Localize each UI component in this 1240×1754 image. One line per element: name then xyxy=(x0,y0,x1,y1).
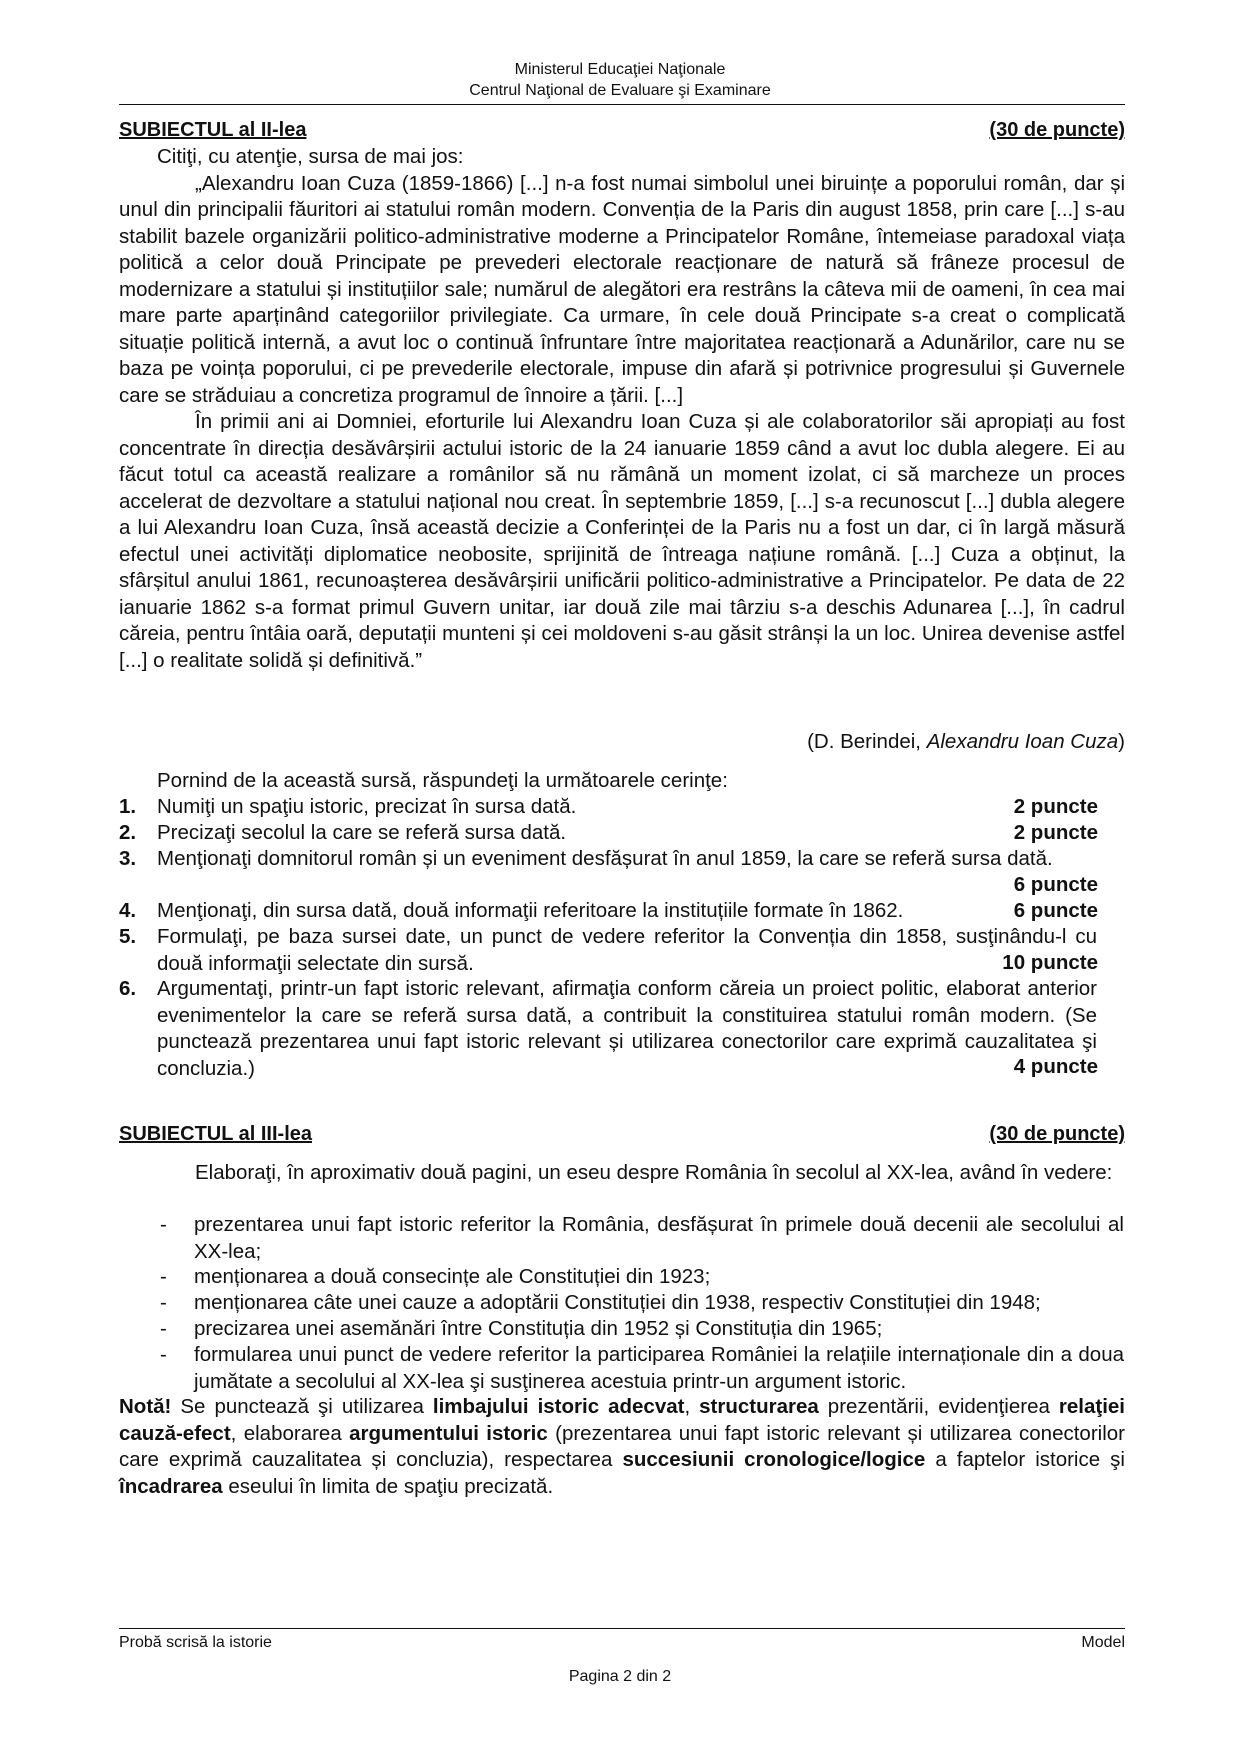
footer-left: Probă scrisă la istorie xyxy=(119,1634,272,1651)
essay-item-text: precizarea unei asemănări între Constituția din 1952 și Constituția din 1965; xyxy=(194,1317,883,1340)
list-dash: - xyxy=(160,1291,167,1314)
note-label: Notă! xyxy=(119,1395,172,1418)
note-text: a faptelor istorice şi xyxy=(925,1448,1125,1471)
header-rule xyxy=(119,104,1125,105)
list-dash: - xyxy=(160,1265,167,1288)
question-points: 6 puncte xyxy=(1013,873,1098,896)
note-bold: argumentului istoric xyxy=(349,1421,548,1445)
task-intro-row xyxy=(119,768,1125,795)
section2-source-text xyxy=(119,144,1125,674)
question-number: 3. xyxy=(119,847,137,870)
note-bold: structurarea xyxy=(699,1395,819,1418)
section3-intro: Elaboraţi, în aproximativ două pagini, un eseu despre România în secolul al XX-lea, având în vedere: xyxy=(195,1161,1113,1184)
source-paragraph-2: În primii ani ai Domniei, eforturile lui Alexandru Ioan Cuza și ale colaboratorilor săi apropiați au fost concentrate în direcția desăvârșirii actului istoric de la 24 ianuarie 1859 când a avut loc dubla alegere. Ei au făcut totul ca această realizare a românilor să nu rămână un moment izolat, ci să marcheze un proces accelerat de dezvoltare a statului național nou creat. În septembrie 1859, [...] s-a recunoscut [...] dubla alegere a lui Alexandru Ioan Cuza, însă această decizie a Conferinței de la Paris nu a fost un dar, ci în largă măsură efectul unei activități diplomatice neobosite, sprijinită de întreaga națiune română. [...] Cuza a obținut, la sfârșitul anului 1861, recunoașterea desăvârșirii unificării politico-administrative a Principatelor. Pe data de 22 ianuarie 1862 s-a format primul Guvern unitar, iar două zile mai târziu s-a deschis Adunarea [...], în cadrul căreia, pentru întâia oară, deputații munteni și cei moldoveni s-au găsit strânși la un loc. Unirea devenise astfel [...] o realitate solidă și definitivă.” xyxy=(119,410,1125,672)
question-number: 4. xyxy=(119,899,137,922)
note-paragraph xyxy=(119,1394,1125,1500)
note-text: , xyxy=(684,1395,700,1418)
note-text: (prezentarea unui fapt istoric relevant și utilizarea conectorilor care exprimă cauzalitatea și concluzia), respectarea xyxy=(119,1421,1125,1471)
page-number: Pagina 2 din 2 xyxy=(568,1668,672,1685)
footer-rule xyxy=(119,1628,1125,1629)
header-ministry: Ministerul Educaţiei Naţionale xyxy=(514,61,726,78)
section3-title: SUBIECTUL al III-lea xyxy=(119,1123,313,1145)
section2-intro: Citiţi, cu atenţie, sursa de mai jos: xyxy=(157,145,464,168)
question-text: Argumentaţi, printr-un fapt istoric relevant, afirmaţia conform căreia un proiect politic, elaborat anterior evenimentelor la care se referă sursa dată, a contribuit la constituirea statului român modern. (Se punctează prezentarea unui fapt istoric relevant și utilizarea conectorilor care exprimă cauzalitatea şi concluzia.) xyxy=(157,977,1097,1080)
evaluation-note xyxy=(119,1394,1125,1500)
task-intro: Pornind de la această sursă, răspundeţi la următoarele cerinţe: xyxy=(157,769,728,792)
note-bold: succesiunii cronologice/logice xyxy=(622,1448,926,1471)
question-points: 10 puncte xyxy=(1002,951,1098,974)
question-number: 2. xyxy=(119,821,137,844)
question-number: 6. xyxy=(119,977,137,1000)
question-text: Precizaţi secolul la care se referă sursa dată. xyxy=(157,821,567,844)
question-text: Menţionaţi, din sursa dată, două informaţii referitoare la instituțiile formate în 1862. xyxy=(157,899,904,922)
source-paragraph-1: „Alexandru Ioan Cuza (1859-1866) [...] n-a fost numai simbolul unei biruințe a poporului român, dar și unul din principalii făuritori ai statului român modern. Convenția de la Paris din august 1858, prin care [...] s-au stabilit bazele organizării politico-administrative moderne a Principatelor Române, întemeiase paradoxal viața politică a celor două Principate pe prevederi electorale reacționare de natură să frâneze procesul de modernizare a statului și instituțiilor sale; numărul de alegători era restrâns la câteva mii de oameni, în cea mai mare parte aparținând categoriilor privilegiate. Ca urmare, în cele două Principate s-a creat o complicată situație politică internă, a avut loc o continuă înfruntare între majoritatea reacționară a Adunărilor, care nu se baza pe voința poporului, ci pe prevederile electorale, impuse din afară și potrivnice progresului și Guvernele care se străduiau a concretiza programul de înnoire a țării. [...] xyxy=(119,171,1125,407)
question-points: 2 puncte xyxy=(1013,795,1098,818)
section3-intro-block xyxy=(119,1160,1125,1187)
list-dash: - xyxy=(160,1343,167,1366)
essay-item-text: menționarea câte unei cauze a adoptării Constituției din 1938, respectiv Constituției din 1948; xyxy=(194,1291,1041,1314)
question-number: 1. xyxy=(119,795,137,818)
essay-item-text: menționarea a două consecințe ale Constituției din 1923; xyxy=(194,1265,711,1288)
note-text: eseului în limita de spaţiu precizată. xyxy=(222,1474,554,1498)
source-author: (D. Berindei, xyxy=(807,730,927,753)
question-number: 5. xyxy=(119,925,137,948)
list-dash: - xyxy=(160,1213,167,1236)
note-text: Se punctează şi utilizarea xyxy=(171,1395,433,1418)
question-points: 2 puncte xyxy=(1013,821,1098,844)
section2-title: SUBIECTUL al II-lea xyxy=(119,119,307,141)
essay-item-text: formularea unui punct de vedere referitor la participarea României la relațiile internaționale din a doua jumătate a secolului al XX-lea şi susţinerea acestuia printr-un argument istoric. xyxy=(194,1343,1124,1393)
section2-points: (30 de puncte) xyxy=(989,119,1125,141)
note-text: , elaborarea xyxy=(230,1421,350,1445)
essay-item-text: prezentarea unui fapt istoric referitor la România, desfășurat în primele două decenii ale secolului al XX-lea; xyxy=(194,1213,1124,1263)
footer-right: Model xyxy=(1081,1634,1125,1651)
note-bold: relaţiei cauză-efect xyxy=(119,1395,1125,1445)
question-text: Menţionaţi domnitorul român și un eveniment desfășurat în anul 1859, la care se referă sursa dată. xyxy=(157,847,1053,870)
note-text: prezentării, evidenţierea xyxy=(818,1395,1059,1418)
header-center: Centrul Naţional de Evaluare şi Examinare xyxy=(469,82,771,99)
section3-points: (30 de puncte) xyxy=(989,1123,1125,1145)
note-bold: limbajului istoric adecvat xyxy=(432,1395,685,1418)
source-close: ) xyxy=(1118,730,1125,753)
note-bold: încadrarea xyxy=(119,1474,223,1498)
question-points: 4 puncte xyxy=(1013,1055,1098,1078)
list-dash: - xyxy=(160,1317,167,1340)
question-text: Numiţi un spaţiu istoric, precizat în sursa dată. xyxy=(157,795,577,818)
source-citation xyxy=(807,730,1125,754)
question-text: Formulaţi, pe baza sursei date, un punct de vedere referitor la Convenția din 1858, susţinându-l cu două informaţii selectate din sursă. xyxy=(157,925,1097,975)
question-points: 6 puncte xyxy=(1013,899,1098,922)
source-title: Alexandru Ioan Cuza xyxy=(926,730,1119,753)
